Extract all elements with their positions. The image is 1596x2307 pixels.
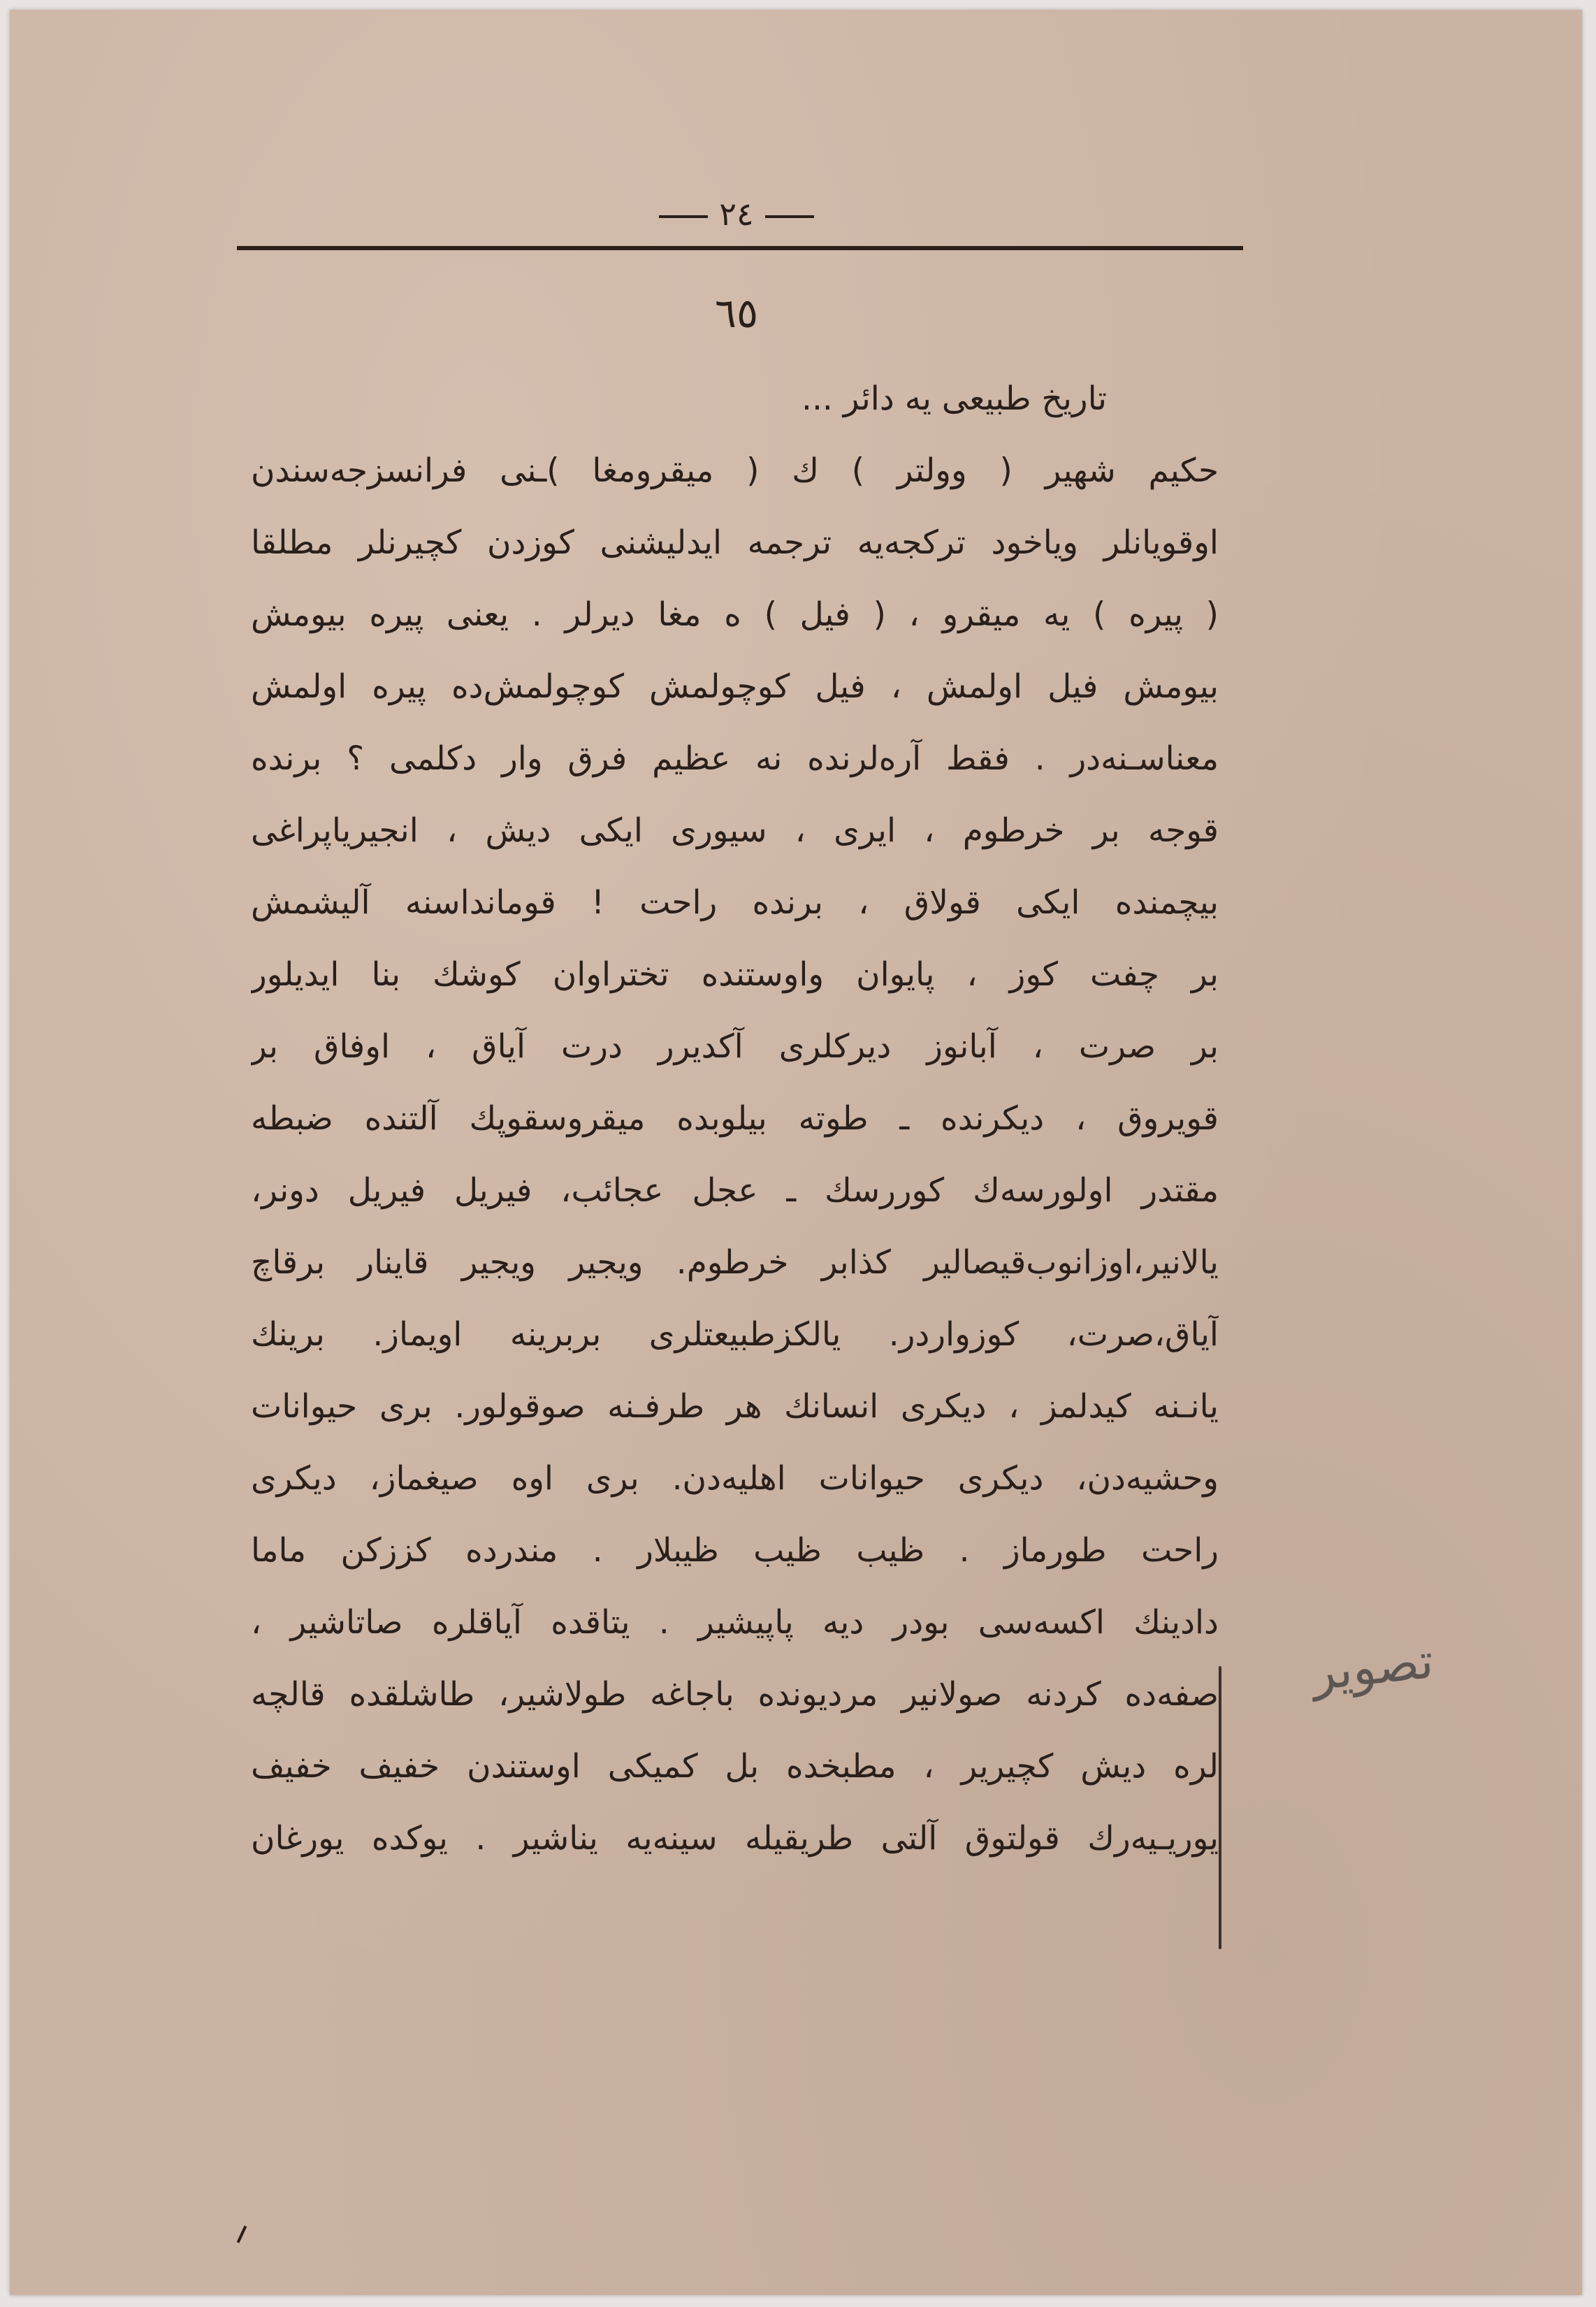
text-line: یانـنه کیدلمز ، دیکری انسانك هر طرفـنه صوقولور. بری حیوانات bbox=[251, 1387, 1219, 1426]
text-line: بر چفت کوز ، پایوان واوستنده تختراوان کوشك بنا ایدیلور bbox=[251, 955, 1219, 994]
text-line: وحشیه‌دن، دیکری حیوانات اهلیه‌دن. بری اوه صیغماز، دیکری bbox=[251, 1459, 1219, 1498]
text-line: صفه‌ده کردنه صولانیر مردیونده باجاغه طولاشیر، طاشلقده قالچه bbox=[251, 1675, 1219, 1714]
text-line: بیچمنده ایکی قولاق ، برنده راحت ! قوماندا‌سنه آلیشمش bbox=[251, 883, 1219, 922]
text-line: معناسـنه‌در . فقط آره‌لرنده نه عظیم فرق وار دکلمی ؟ برنده bbox=[251, 739, 1219, 778]
text-line: یالانیر،اوزانوب‌قیصالیر کذابر خرطوم. ویجیر ویجیر قاینار برقاچ bbox=[251, 1243, 1219, 1282]
text-line: قوجه بر خرطوم ، ایری ، سیوری ایکی دیش ، انجیریاپراغی bbox=[251, 811, 1219, 850]
margin-bracket bbox=[1219, 1666, 1221, 1949]
text-line: ( پیره ) یه میقرو ، ( فیل ) ه مغا دیرلر . یعنی پیره بیومش bbox=[251, 595, 1219, 634]
text-line: دادینك اکسه‌سی بودر دیه پاپیشیر . یتاقده آیاقلره صاتاشیر ، bbox=[251, 1603, 1219, 1642]
page-number-header bbox=[10, 195, 1463, 233]
handwritten-margin-note: تصویر bbox=[1308, 1632, 1437, 1702]
text-line: مقتدر اولورسه‌ك کوررسك ـ عجل عجائب، فیریل فیریل دونر، bbox=[251, 1171, 1219, 1210]
entry-number: ٦٥ bbox=[714, 289, 759, 337]
text-line: تاریخ طبیعی یه دائر ... bbox=[801, 379, 1107, 418]
header-rule bbox=[237, 246, 1243, 250]
text-line: حکیم شهیر ( وولتر ) ك ( میقرومغا )ـنی فرانسزجه‌سندن bbox=[251, 451, 1219, 490]
text-line: راحت طورماز . ظیب ظیب ظیبلار . مندرده کززکن ماما bbox=[251, 1531, 1219, 1570]
body-text bbox=[251, 363, 1219, 1874]
text-line: یوریـیه‌رك قولتوق آلتی طریقیله سینه‌یه یناشیر . یوکده یورغان bbox=[251, 1819, 1219, 1858]
text-line: آیاق،صرت، کوزواردر. یالکزطبیعتلری بربرینه اویماز. برینك bbox=[251, 1315, 1219, 1354]
text-line: لره دیش کچیریر ، مطبخده بل کمیکی اوستندن خفیف خفیف bbox=[251, 1747, 1219, 1786]
text-line: بر صرت ، آبانوز دیرکلری آکدیرر درت آیاق ، اوفاق بر bbox=[251, 1027, 1219, 1066]
document-page bbox=[10, 10, 1582, 2295]
left-dash bbox=[659, 215, 708, 218]
text-line: قویروق ، دیکرنده ـ طوته بیلوبده میقروسقوپك آلتنده ضبطه bbox=[251, 1099, 1219, 1138]
text-line: اوقویانلر ویاخود ترکجه‌یه ترجمه ایدلیشنی کوزدن کچیرنلر مطلقا bbox=[251, 523, 1219, 562]
stray-pencil-mark bbox=[237, 2225, 247, 2243]
right-dash bbox=[765, 215, 814, 218]
page-number: ٢٤ bbox=[719, 195, 754, 233]
text-line: بیومش فیل اولمش ، فیل کوچولمش کوچولمش‌ده پیره اولمش bbox=[251, 667, 1219, 706]
